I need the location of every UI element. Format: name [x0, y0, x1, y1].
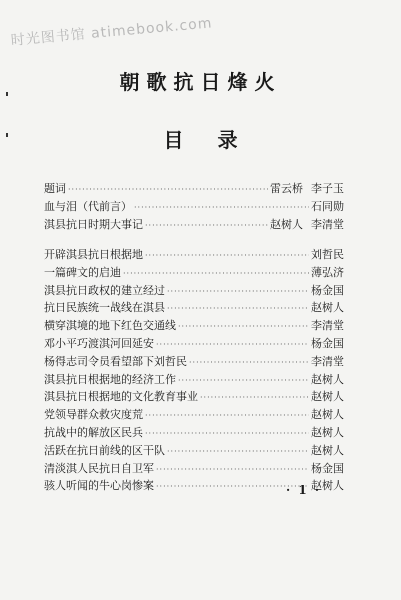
entry-author-2: 李清堂: [311, 218, 344, 231]
dot-leader: [178, 319, 309, 332]
toc-entry[interactable]: [44, 335, 344, 353]
entry-author: 赵树人: [311, 479, 344, 493]
entry-author: 李清堂: [311, 319, 344, 333]
toc-entry[interactable]: [44, 406, 344, 424]
entry-title: 骇人听闻的牛心岗惨案: [44, 479, 154, 493]
toc-entry[interactable]: [44, 299, 344, 317]
toc-entry[interactable]: [44, 353, 344, 371]
dot-leader: [145, 218, 268, 231]
entry-title: 抗日民族统一战线在淇县: [44, 301, 165, 315]
dot-leader: [145, 408, 309, 421]
entry-title: 邓小平巧渡淇河回延安: [44, 336, 154, 350]
entry-title: 活跃在抗日前线的区干队: [44, 443, 165, 457]
toc-entry[interactable]: [44, 246, 344, 264]
toc-heading: 目录: [163, 128, 272, 152]
entry-author: 赵树人: [311, 408, 344, 422]
book-title: 朝歌抗日烽火: [119, 70, 282, 94]
entry-title: 淇县抗日政权的建立经过: [44, 283, 165, 297]
entry-author: 薄弘济: [311, 265, 344, 279]
dot-leader: [68, 182, 268, 195]
entry-title: 清淡淇人民抗日自卫军: [44, 461, 154, 475]
entry-title: 开辟淇县抗日根据地: [44, 248, 143, 261]
dot-leader: [123, 266, 309, 279]
entry-title: 血与泪（代前言）: [44, 200, 132, 213]
entry-title: 题词: [44, 182, 66, 195]
entry-title: 一篇碑文的启迪: [44, 265, 121, 279]
toc-entry[interactable]: [44, 264, 344, 282]
entry-title: 党领导群众救灾度荒: [44, 408, 143, 422]
entry-author: 刘哲民: [311, 248, 344, 261]
toc-entry[interactable]: [44, 198, 344, 216]
watermark: 时光图书馆 atimebook.com: [10, 15, 214, 49]
entry-author: 赵树人: [311, 390, 344, 404]
toc-entry[interactable]: [44, 424, 344, 442]
dot-leader: [156, 337, 309, 350]
entry-author: 赵树人: [311, 372, 344, 386]
toc-entries: [44, 246, 344, 495]
page-number: · 1 ·: [286, 483, 322, 497]
dot-leader: [200, 390, 309, 403]
toc-entry[interactable]: [44, 317, 344, 335]
entry-author: 赵树人: [270, 218, 303, 231]
entry-title: 淇县抗日根据地的经济工作: [44, 372, 176, 386]
dot-leader: [134, 200, 309, 213]
entry-author: 赵树人: [311, 425, 344, 439]
entry-author: 雷云桥: [270, 182, 303, 195]
dot-leader: [167, 284, 309, 297]
dot-leader: [145, 426, 309, 439]
dot-leader: [178, 373, 309, 386]
entry-title: 淇县抗日时期大事记: [44, 218, 143, 231]
entry-title: 横穿淇境的地下红色交通线: [44, 319, 176, 333]
dot-leader: [156, 462, 309, 475]
entry-author: 杨金国: [311, 336, 344, 350]
toc-entry[interactable]: [44, 282, 344, 300]
toc-entry[interactable]: [44, 388, 344, 406]
entry-author: 石同勋: [311, 200, 344, 213]
toc-front-matter: [44, 180, 344, 234]
entry-title: 抗战中的解放区民兵: [44, 425, 143, 439]
entry-author: 赵树人: [311, 443, 344, 457]
entry-author-2: 李子玉: [311, 182, 344, 195]
entry-author: 赵树人: [311, 301, 344, 315]
entry-author: 李清堂: [311, 354, 344, 368]
dot-leader: [167, 301, 309, 314]
dot-leader: [145, 248, 309, 261]
entry-title: 杨得志司令员看望部下刘哲民: [44, 354, 187, 368]
toc-entry[interactable]: [44, 371, 344, 389]
dot-leader: [189, 355, 309, 368]
entry-author: 杨金国: [311, 461, 344, 475]
entry-author: 杨金国: [311, 283, 344, 297]
toc-entry[interactable]: [44, 460, 344, 478]
toc-entry[interactable]: [44, 216, 344, 234]
toc-entry[interactable]: [44, 442, 344, 460]
toc-entry[interactable]: [44, 180, 344, 198]
dot-leader: [167, 444, 309, 457]
entry-title: 淇县抗日根据地的文化教育事业: [44, 390, 198, 404]
